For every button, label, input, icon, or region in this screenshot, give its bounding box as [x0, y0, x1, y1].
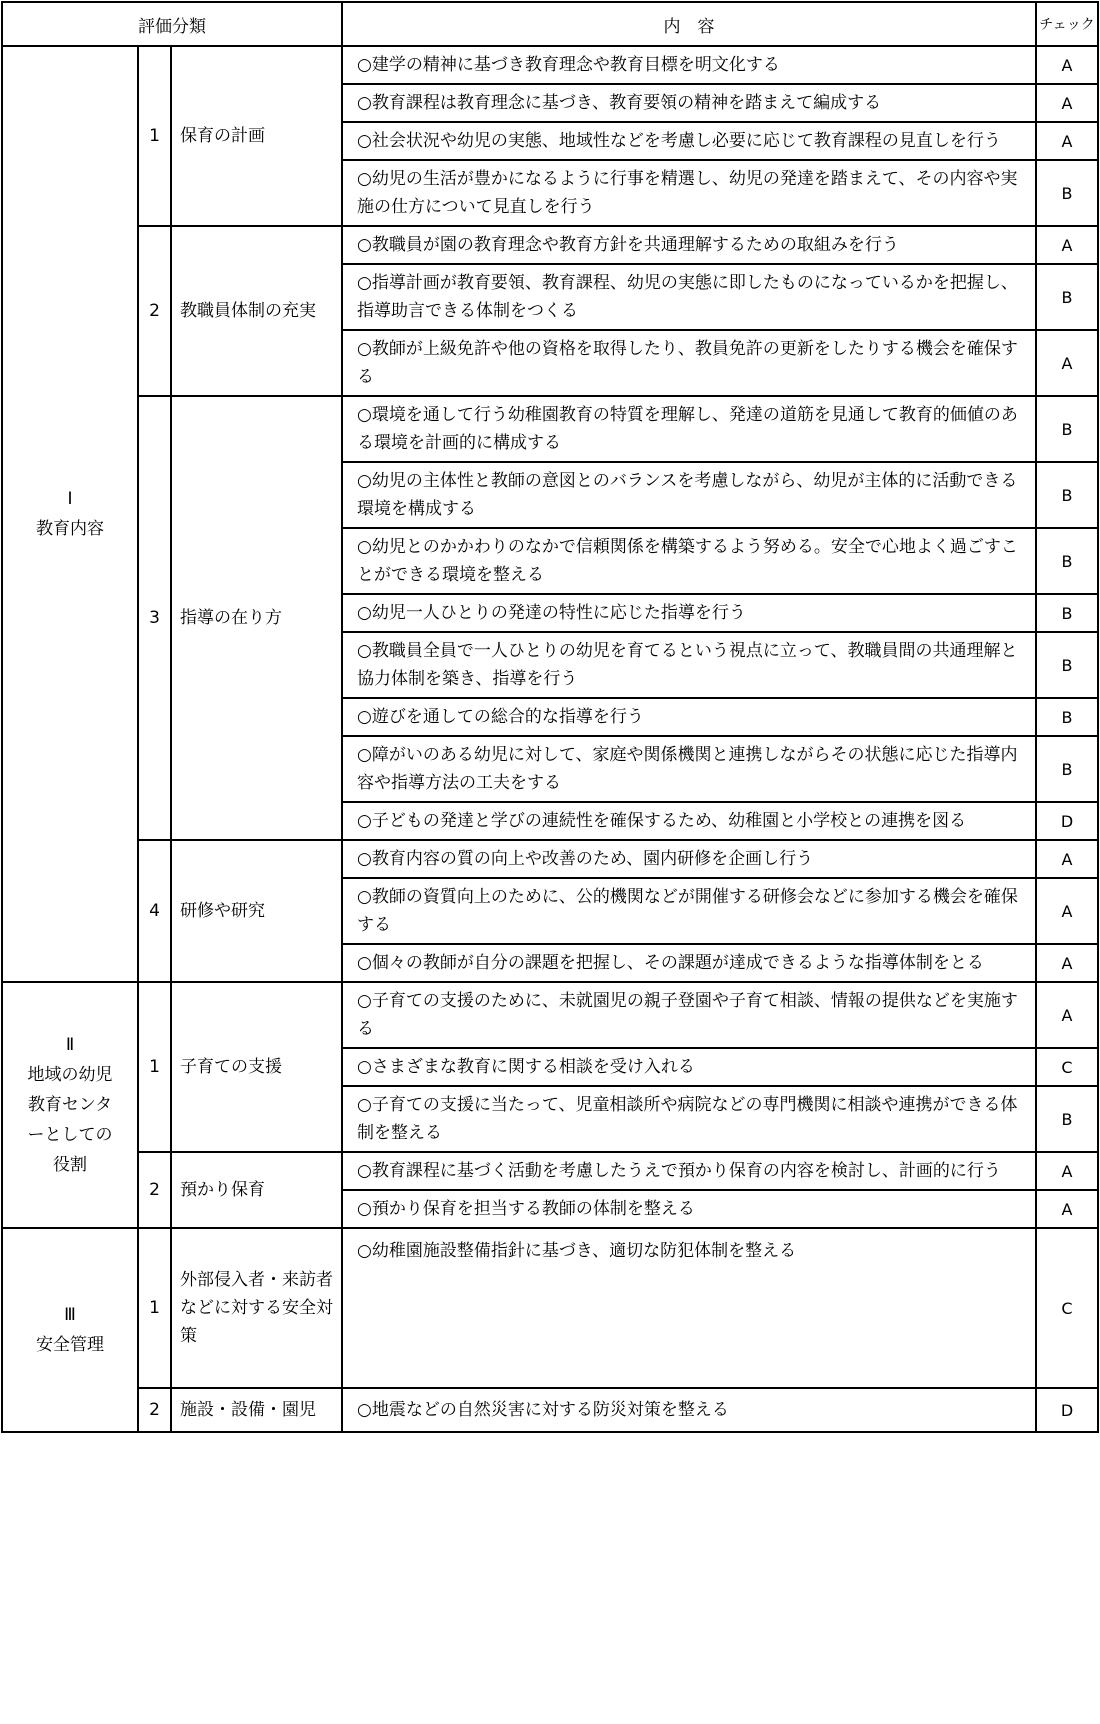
- category-cell: [2, 1228, 138, 1432]
- item-check-grade: A: [1036, 226, 1098, 264]
- item-check-grade: B: [1036, 736, 1098, 802]
- subsection-title: 施設・設備・園児: [171, 1388, 342, 1432]
- subsection-title: 保育の計画: [171, 46, 342, 226]
- header-category: 評価分類: [2, 2, 342, 46]
- subsection-number: 3: [138, 396, 171, 840]
- item-content: ○子育ての支援に当たって、児童相談所や病院などの専門機関に相談や連携ができる体制を整える: [342, 1086, 1036, 1152]
- item-content: ○教職員全員で一人ひとりの幼児を育てるという視点に立って、教職員間の共通理解と協力体制を築き、指導を行う: [342, 632, 1036, 698]
- item-check-grade: B: [1036, 528, 1098, 594]
- item-check-grade: A: [1036, 46, 1098, 84]
- item-check-grade: A: [1036, 1152, 1098, 1190]
- table-row: [2, 46, 1098, 84]
- table-row: [2, 1228, 1098, 1388]
- subsection-number: 1: [138, 46, 171, 226]
- item-check-grade: C: [1036, 1228, 1098, 1388]
- item-content: ○子育ての支援のために、未就園児の親子登園や子育て相談、情報の提供などを実施する: [342, 982, 1036, 1048]
- item-content: ○環境を通して行う幼稚園教育の特質を理解し、発達の道筋を見通して教育的価値のある環境を計画的に構成する: [342, 396, 1036, 462]
- item-content: ○幼児一人ひとりの発達の特性に応じた指導を行う: [342, 594, 1036, 632]
- item-content: ○幼児の生活が豊かになるように行事を精選し、幼児の発達を踏まえて、その内容や実施の仕方について見直しを行う: [342, 160, 1036, 226]
- item-content: ○子どもの発達と学びの連続性を確保するため、幼稚園と小学校との連携を図る: [342, 802, 1036, 840]
- subsection-number: 2: [138, 1388, 171, 1432]
- subsection-number: 2: [138, 226, 171, 396]
- category-title-line: 地域の幼児: [27, 1065, 113, 1085]
- item-check-grade: B: [1036, 462, 1098, 528]
- item-check-grade: B: [1036, 160, 1098, 226]
- category-title-line: ーとしての: [27, 1125, 113, 1145]
- item-check-grade: D: [1036, 1388, 1098, 1432]
- header-content: 内 容: [342, 2, 1036, 46]
- table-row: [2, 982, 1098, 1048]
- item-check-grade: A: [1036, 122, 1098, 160]
- subsection-number: 4: [138, 840, 171, 982]
- category-cell: [2, 982, 138, 1228]
- item-content: ○さまざまな教育に関する相談を受け入れる: [342, 1048, 1036, 1086]
- item-content: ○社会状況や幼児の実態、地域性などを考慮し必要に応じて教育課程の見直しを行う: [342, 122, 1036, 160]
- category-numeral: Ⅲ: [64, 1305, 76, 1325]
- subsection-title: 教職員体制の充実: [171, 226, 342, 396]
- table-body: [2, 46, 1098, 1432]
- item-content: ○遊びを通しての総合的な指導を行う: [342, 698, 1036, 736]
- category-title-line: 安全管理: [36, 1335, 104, 1355]
- item-content: ○教職員が園の教育理念や教育方針を共通理解するための取組みを行う: [342, 226, 1036, 264]
- category-cell: [2, 46, 138, 982]
- item-check-grade: B: [1036, 632, 1098, 698]
- subsection-number: 1: [138, 982, 171, 1152]
- subsection-title: 研修や研究: [171, 840, 342, 982]
- item-content: ○教師の資質向上のために、公的機関などが開催する研修会などに参加する機会を確保する: [342, 878, 1036, 944]
- item-content: ○教師が上級免許や他の資格を取得したり、教員免許の更新をしたりする機会を確保する: [342, 330, 1036, 396]
- item-content: ○教育課程に基づく活動を考慮したうえで預かり保育の内容を検討し、計画的に行う: [342, 1152, 1036, 1190]
- item-content: ○個々の教師が自分の課題を把握し、その課題が達成できるような指導体制をとる: [342, 944, 1036, 982]
- item-content: ○幼児の主体性と教師の意図とのバランスを考慮しながら、幼児が主体的に活動できる環境を構成する: [342, 462, 1036, 528]
- category-title-line: 教育内容: [36, 519, 104, 539]
- item-check-grade: B: [1036, 698, 1098, 736]
- category-title-line: 教育センタ: [27, 1095, 113, 1115]
- header-row: [2, 2, 1098, 46]
- item-check-grade: B: [1036, 396, 1098, 462]
- item-content: ○幼稚園施設整備指針に基づき、適切な防犯体制を整える: [342, 1228, 1036, 1388]
- subsection-title: 指導の在り方: [171, 396, 342, 840]
- category-title-line: 役割: [53, 1155, 87, 1175]
- item-check-grade: B: [1036, 594, 1098, 632]
- table-row: [2, 396, 1098, 462]
- item-content: ○指導計画が教育要領、教育課程、幼児の実態に即したものになっているかを把握し、指導助言できる体制をつくる: [342, 264, 1036, 330]
- item-content: ○建学の精神に基づき教育理念や教育目標を明文化する: [342, 46, 1036, 84]
- item-check-grade: B: [1036, 1086, 1098, 1152]
- item-check-grade: D: [1036, 802, 1098, 840]
- item-check-grade: A: [1036, 330, 1098, 396]
- subsection-number: 1: [138, 1228, 171, 1388]
- subsection-title: 子育ての支援: [171, 982, 342, 1152]
- subsection-title: 預かり保育: [171, 1152, 342, 1228]
- item-check-grade: A: [1036, 982, 1098, 1048]
- item-check-grade: A: [1036, 944, 1098, 982]
- table-row: [2, 1388, 1098, 1432]
- item-check-grade: C: [1036, 1048, 1098, 1086]
- item-content: ○障がいのある幼児に対して、家庭や関係機関と連携しながらその状態に応じた指導内容や指導方法の工夫をする: [342, 736, 1036, 802]
- item-content: ○幼児とのかかわりのなかで信頼関係を構築するよう努める。安全で心地よく過ごすことができる環境を整える: [342, 528, 1036, 594]
- item-content: ○教育内容の質の向上や改善のため、園内研修を企画し行う: [342, 840, 1036, 878]
- item-check-grade: A: [1036, 840, 1098, 878]
- item-check-grade: B: [1036, 264, 1098, 330]
- evaluation-table: [1, 1, 1099, 1433]
- item-content: ○地震などの自然災害に対する防災対策を整える: [342, 1388, 1036, 1432]
- table-row: [2, 1152, 1098, 1190]
- table-row: [2, 226, 1098, 264]
- item-check-grade: A: [1036, 878, 1098, 944]
- category-numeral: Ⅰ: [67, 489, 73, 509]
- item-content: ○預かり保育を担当する教師の体制を整える: [342, 1190, 1036, 1228]
- header-check: チェック: [1036, 2, 1098, 46]
- item-check-grade: A: [1036, 1190, 1098, 1228]
- item-content: ○教育課程は教育理念に基づき、教育要領の精神を踏まえて編成する: [342, 84, 1036, 122]
- subsection-number: 2: [138, 1152, 171, 1228]
- category-numeral: Ⅱ: [65, 1035, 75, 1055]
- item-check-grade: A: [1036, 84, 1098, 122]
- subsection-title: 外部侵入者・来訪者などに対する安全対策: [171, 1228, 342, 1388]
- table-row: [2, 840, 1098, 878]
